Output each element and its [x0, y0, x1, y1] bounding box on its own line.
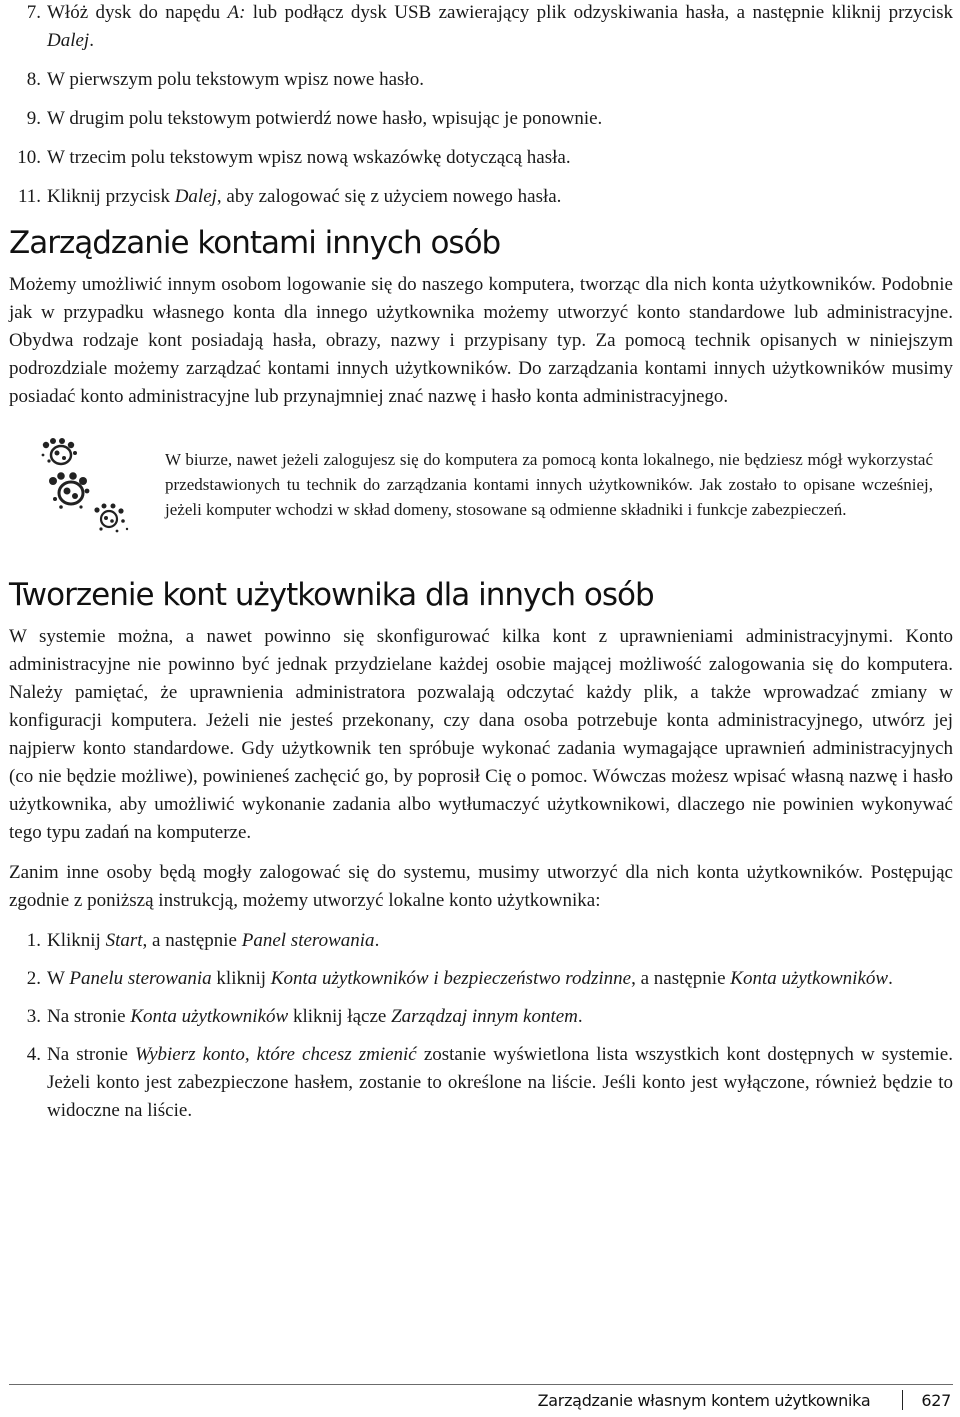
footer-divider — [9, 1384, 953, 1385]
ui-term: Dalej — [47, 30, 90, 51]
paw-prints-note-icon — [31, 433, 141, 543]
list-item-number: 2. — [26, 968, 41, 989]
note-box — [9, 433, 953, 563]
list-item-number: 9. — [26, 108, 41, 129]
list-item — [9, 183, 953, 211]
list-item — [9, 144, 953, 172]
list-item-text: lub podłącz dysk USB zawierający plik odzyskiwania hasła, a następnie kliknij przycisk — [245, 2, 953, 23]
ui-term: Zarządzaj innym kontem — [391, 1006, 578, 1027]
list-item — [9, 0, 953, 55]
list-item — [9, 965, 953, 993]
list-item-text: , a następnie — [631, 968, 731, 989]
list-item — [9, 66, 953, 94]
list-item-text: . — [89, 30, 94, 51]
list-item-text: W pierwszym polu tekstowym wpisz nowe hasło. — [47, 69, 424, 90]
list-item-number: 11. — [17, 186, 41, 207]
list-item-text: zostanie wyświetlona lista wszystkich kont dostępnych w systemie. Jeżeli konto jest zabezpieczone hasłem, zostanie to określone na liście. Jeśli konto jest wyłączone, również będzie to widoczne na liście. — [47, 1044, 953, 1121]
list-item-text: Kliknij — [47, 930, 106, 951]
ui-term: Wybierz konto, które chcesz zmienić — [135, 1044, 417, 1065]
page-content — [9, 0, 953, 1135]
section-paragraph-creating-accounts-2: Zanim inne osoby będą mogły zalogować się do systemu, musimy utworzyć dla nich konta użytkowników. Postępując zgodnie z poniższą instrukcją, możemy utworzyć lokalne konto użytkownika: — [9, 862, 953, 911]
list-item-text: . — [888, 968, 893, 989]
section-paragraph-managing-accounts: Możemy umożliwić innym osobom logowanie się do naszego komputera, tworząc dla nich konta użytkowników. Podobnie jak w przypadku własnego konta dla innego użytkownika możemy utworzyć konto standardowe lub administracyjne. Obydwa rodzaje kont posiadają hasła, obrazy, nazwy i przypisany typ. Za pomocą technik opisanych w niniejszym podrozdziale możemy zarządzać kontami innych użytkowników. Do zarządzania kontami innych użytkowników musimy posiadać konto administracyjne lub przynajmniej znać nazwę i hasło konta administracyjnego. — [9, 274, 953, 407]
list-item-text: W — [47, 968, 70, 989]
list-item-text: kliknij łącze — [288, 1006, 392, 1027]
list-item-number: 4. — [26, 1044, 41, 1065]
list-item-text: Kliknij przycisk — [47, 186, 175, 207]
list-item — [9, 1041, 953, 1125]
ui-term: Konta użytkowników — [130, 1006, 289, 1027]
list-item — [9, 105, 953, 133]
procedure-steps-create-account — [9, 927, 953, 1125]
list-item-text: W drugim polu tekstowym potwierdź nowe hasło, wpisując je ponownie. — [47, 108, 603, 129]
ui-term: Panelu sterowania — [69, 968, 212, 989]
list-item-text: kliknij — [211, 968, 271, 989]
ui-term: Panel sterowania — [241, 930, 375, 951]
ui-term: A: — [227, 2, 246, 23]
footer-separator — [902, 1390, 903, 1410]
list-item-text: Na stronie — [47, 1006, 131, 1027]
ui-term: Konta użytkowników i bezpieczeństwo rodzinne — [270, 968, 632, 989]
list-item-text: Włóż dysk do napędu — [47, 2, 228, 23]
footer-chapter-title: Zarządzanie własnym kontem użytkownika — [537, 1390, 871, 1410]
footer-page-number: 627 — [921, 1390, 951, 1410]
ui-term: Konta użytkowników — [730, 968, 889, 989]
section-paragraph-creating-accounts-1: W systemie można, a nawet powinno się skonfigurować kilka kont z uprawnieniami administracyjnymi. Konto administracyjne nie powinno być jednak przydzielane każdej osobie mającej możliwość zalogowania się do komputera. Należy pamiętać, że uprawnienia administratora pozwalają odczytać każdy plik, a także wprowadzać zmiany w konfiguracji komputera. Jeżeli nie jesteś przekonany, czy dana osoba potrzebuje konta administracyjnego, utwórz jej najpierw konto standardowe. Gdy użytkownik ten spróbuje wykonać zadania wymagające uprawnień administracyjnych (co nie będzie możliwe), powinieneś zachęcić go, by poprosił Cię o pomoc. Wówczas możesz wpisać własną nazwę i hasło użytkownika, aby umożliwić wykonanie zadania albo wytłumaczyć użytkownikowi, dlaczego nie powinien wykonywać tego typu zadań na komputerze. — [9, 626, 953, 843]
list-item-number: 10. — [17, 147, 41, 168]
list-item-number: 7. — [26, 2, 41, 23]
section-heading-creating-accounts: Tworzenie kont użytkownika dla innych osób — [9, 577, 654, 613]
note-text: W biurze, nawet jeżeli zalogujesz się do komputera za pomocą konta lokalnego, nie będziesz mógł wykorzystać przedstawionych tu technik do zarządzania kontami innych użytkowników. Jak zostało to opisane wcześniej, jeżeli komputer wchodzi w skład domeny, stosowane są odmienne składniki i funkcje zabezpieczeń. — [165, 450, 933, 519]
ui-term: Start — [105, 930, 143, 951]
list-item-text: W trzecim polu tekstowym wpisz nową wskazówkę dotyczącą hasła. — [47, 147, 571, 168]
ui-term: Dalej — [174, 186, 217, 207]
page-footer — [538, 1390, 951, 1410]
list-item-text: , aby zalogować się z użyciem nowego hasła. — [216, 186, 562, 207]
section-heading-managing-accounts: Zarządzanie kontami innych osób — [9, 225, 501, 261]
list-item-number: 3. — [26, 1006, 41, 1027]
list-item-number: 8. — [26, 69, 41, 90]
list-item — [9, 1003, 953, 1031]
list-item-text: , a następnie — [142, 930, 242, 951]
list-item-number: 1. — [26, 930, 41, 951]
procedure-steps-continued — [9, 0, 953, 211]
list-item-text: . — [374, 930, 380, 951]
list-item — [9, 927, 953, 955]
list-item-text: Na stronie — [47, 1044, 136, 1065]
list-item-text: . — [577, 1006, 583, 1027]
